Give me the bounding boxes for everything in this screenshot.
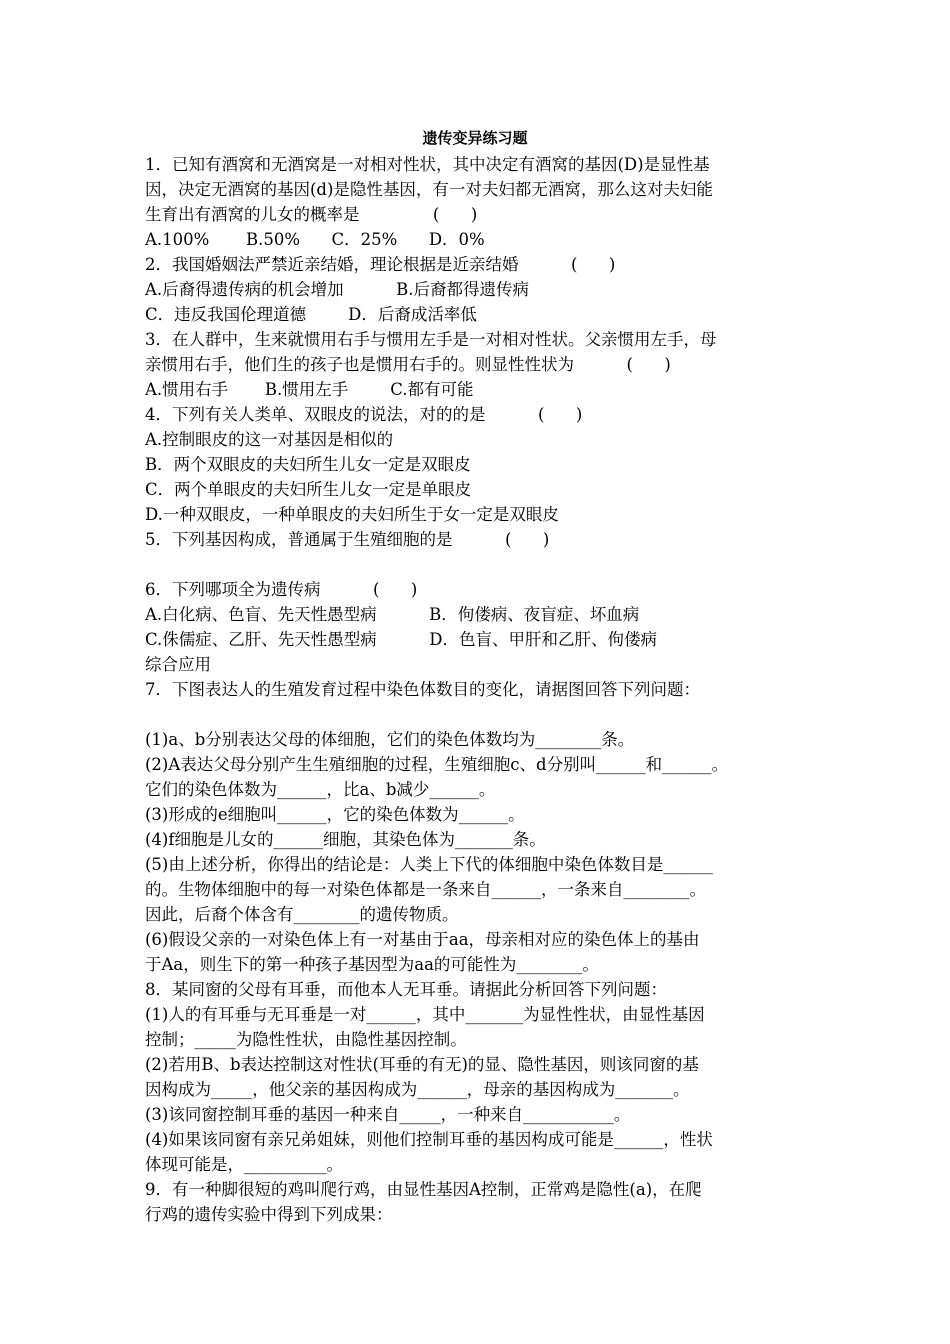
- text-line: C．两个单眼皮的夫妇所生儿女一定是单眼皮: [145, 480, 472, 499]
- text-line: 因此，后裔个体含有________的遗传物质。: [145, 905, 459, 924]
- text-line: 9．有一种脚很短的鸡叫爬行鸡，由显性基因A控制，正常鸡是隐性(a)，在爬: [145, 1180, 702, 1199]
- text-line: D.一种双眼皮，一种单眼皮的夫妇所生于女一定是双眼皮: [145, 505, 559, 524]
- text-line: A.100% B.50% C．25% D．0%: [145, 230, 485, 249]
- text-line: 因，决定无酒窝的基因(d)是隐性基因，有一对夫妇都无酒窝，那么这对夫妇能: [145, 180, 713, 199]
- text-line: C．违反我国伦理道德 D．后裔成活率低: [145, 305, 477, 324]
- text-line: B．两个双眼皮的夫妇所生儿女一定是双眼皮: [145, 455, 471, 474]
- text-line: 4．下列有关人类单、双眼皮的说法，对的的是 ( ): [145, 405, 583, 424]
- text-line: [145, 552, 815, 577]
- text-line: 于Aa，则生下的第一种孩子基因型为aa的可能性为________。: [145, 955, 599, 974]
- text-line: A.控制眼皮的这一对基因是相似的: [145, 430, 394, 449]
- text-line: 5．下列基因构成，普通属于生殖细胞的是 ( ): [145, 530, 550, 549]
- text-line: [145, 702, 815, 727]
- text-line: (2)A表达父母分别产生生殖细胞的过程，生殖细胞c、d分别叫______和______。: [145, 755, 729, 774]
- document-title: 遗传变异练习题: [422, 129, 528, 147]
- document-body: [145, 152, 815, 1227]
- text-line: (5)由上述分析，你得出的结论是：人类上下代的体细胞中染色体数目是______: [145, 855, 713, 874]
- text-line: 2．我国婚姻法严禁近亲结婚，理论根据是近亲结婚 ( ): [145, 255, 616, 274]
- text-line: 亲惯用右手，他们生的孩子也是惯用右手的。则显性性状为 ( ): [145, 355, 671, 374]
- text-line: 6．下列哪项全为遗传病 ( ): [145, 580, 418, 599]
- text-line: (6)假设父亲的一对染色体上有一对基由于aa，母亲相对应的染色体上的基由: [145, 930, 700, 949]
- text-line: 1．已知有酒窝和无酒窝是一对相对性状，其中决定有酒窝的基因(D)是显性基: [145, 155, 710, 174]
- text-line: (1)a、b分别表达父母的体细胞，它们的染色体数均为________条。: [145, 730, 635, 749]
- text-line: 7．下图表达人的生殖发育过程中染色体数目的变化，请据图回答下列问题：: [145, 680, 700, 699]
- text-line: 因构成为_____，他父亲的基因构成为______，母亲的基因构成为_______。: [145, 1080, 690, 1099]
- text-line: 它们的染色体数为______，比a、b减少______。: [145, 780, 496, 799]
- text-line: (4)f细胞是儿女的______细胞，其染色体为_______条。: [145, 830, 546, 849]
- text-line: (3)形成的e细胞叫______，它的染色体数为______。: [145, 805, 525, 824]
- text-line: 体现可能是，__________。: [145, 1155, 343, 1174]
- text-line: C.侏儒症、乙肝、先天性愚型病 D．色盲、甲肝和乙肝、佝偻病: [145, 630, 657, 649]
- text-line: 综合应用: [145, 655, 211, 674]
- text-line: 的。生物体细胞中的每一对染色体都是一条来自______，一条来自________。: [145, 880, 706, 899]
- text-line: 行鸡的遗传实验中得到下列成果：: [145, 1205, 393, 1224]
- text-line: A.白化病、色盲、先天性愚型病 B．佝偻病、夜盲症、坏血病: [145, 605, 640, 624]
- text-line: (1)人的有耳垂与无耳垂是一对______，其中_______为显性性状，由显性基因: [145, 1005, 705, 1024]
- text-line: (3)该同窗控制耳垂的基因一种来自_____，一种来自___________。: [145, 1105, 631, 1124]
- text-line: 3．在人群中，生来就惯用右手与惯用左手是一对相对性状。父亲惯用左手，母: [145, 330, 717, 349]
- text-line: 生育出有酒窝的儿女的概率是 ( ): [145, 205, 478, 224]
- text-line: A.惯用右手 B.惯用左手 C.都有可能: [145, 380, 474, 399]
- text-line: (4)如果该同窗有亲兄弟姐妹，则他们控制耳垂的基因构成可能是______，性状: [145, 1130, 713, 1149]
- text-line: (2)若用B、b表达控制这对性状(耳垂的有无)的显、隐性基因，则该同窗的基: [145, 1055, 699, 1074]
- text-line: 8．某同窗的父母有耳垂，而他本人无耳垂。请据此分析回答下列问题：: [145, 980, 667, 999]
- text-line: 控制；_____为隐性性状，由隐性基因控制。: [145, 1030, 467, 1049]
- text-line: A.后裔得遗传病的机会增加 B.后裔都得遗传病: [145, 280, 529, 299]
